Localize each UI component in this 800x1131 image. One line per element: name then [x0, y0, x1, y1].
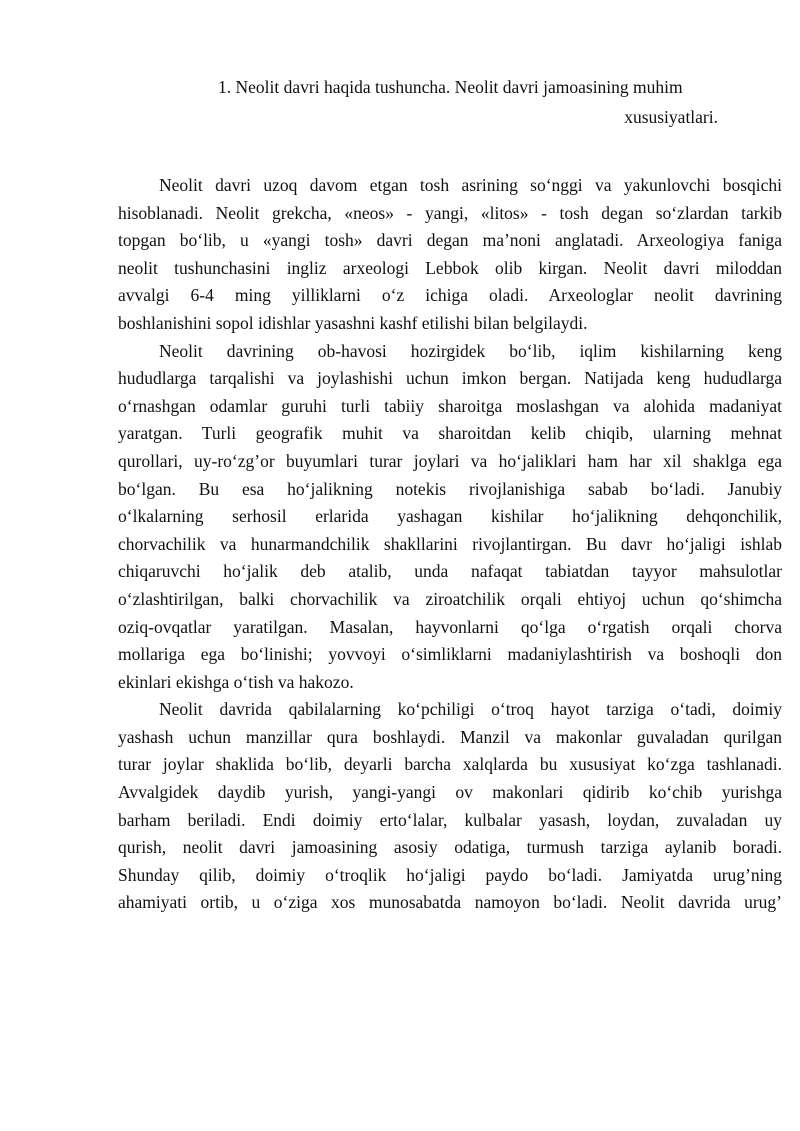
section-title	[218, 72, 718, 132]
text-line: Neolit davrida qabilalarning ko‘pchiligi o‘troq hayot tarziga o‘tadi, doimiy	[159, 699, 782, 720]
text-line: bo‘lgan. Bu esa ho‘jalikning notekis rivojlanishiga sabab bo‘ladi. Janubiy	[118, 478, 782, 499]
text-line: chorvachilik va hunarmandchilik shakllarini rivojlantirgan. Bu davr ho‘jaligi ishlab	[118, 533, 782, 554]
paragraph-1	[118, 172, 782, 338]
text-line: oziq-ovqatlar yaratilgan. Masalan, hayvonlarni qo‘lga o‘rgatish orqali chorva	[118, 616, 782, 637]
text-line: neolit tushunchasini ingliz arxeologi Lebbok olib kirgan. Neolit davri miloddan	[118, 257, 782, 278]
paragraph-3	[118, 696, 782, 917]
text-line: avvalgi 6-4 ming yilliklarni o‘z ichiga oladi. Arxeologlar neolit davrining	[118, 285, 782, 306]
document-body	[118, 172, 782, 917]
text-line: ekinlari ekishga o‘tish va hakozo.	[118, 671, 354, 692]
text-line: o‘rnashgan odamlar guruhi turli tabiiy sharoitga moslashgan va alohida madaniyat	[118, 395, 782, 416]
text-line: qurollari, uy-ro‘zg’or buyumlari turar joylari va ho‘jaliklari ham har xil shaklga ega	[118, 450, 782, 471]
text-line: chiqaruvchi ho‘jalik deb atalib, unda nafaqat tabiatdan tayyor mahsulotlar	[118, 561, 782, 582]
text-line: o‘zlashtirilgan, balki chorvachilik va ziroatchilik orqali ehtiyoj uchun qo‘shimcha	[118, 588, 782, 609]
text-line: Shunday qilib, doimiy o‘troqlik ho‘jaligi paydo bo‘ladi. Jamiyatda urug’ning	[118, 864, 782, 885]
text-line: Neolit davri uzoq davom etgan tosh asrining so‘nggi va yakunlovchi bosqichi	[159, 175, 782, 195]
text-line: barham beriladi. Endi doimiy erto‘lalar, kulbalar yasash, loydan, zuvaladan uy	[118, 809, 782, 830]
text-line: hududlarga tarqalishi va joylashishi uchun imkon bergan. Natijada keng hududlarga	[118, 368, 782, 389]
text-line: yashash uchun manzillar qura boshlaydi. Manzil va makonlar guvaladan qurilgan	[118, 726, 782, 747]
text-line: qurish, neolit davri jamoasining asosiy odatiga, turmush tarziga aylanib boradi.	[118, 837, 782, 858]
section-title-line-2: xususiyatlari.	[624, 107, 718, 127]
text-line: ahamiyati ortib, u o‘ziga xos munosabatda namoyon bo‘ladi. Neolit davrida urug’	[118, 892, 782, 913]
text-line: mollariga ega bo‘linishi; yovvoyi o‘simliklarni madaniylashtirish va boshoqli don	[118, 644, 782, 665]
text-line: turar joylar shaklida bo‘lib, deyarli barcha xalqlarda bu xususiyat ko‘zga tashlanadi.	[118, 754, 782, 775]
text-line: boshlanishini sopol idishlar yasashni kashf etilishi bilan belgilaydi.	[118, 312, 588, 333]
text-line: topgan bo‘lib, u «yangi tosh» davri degan ma’noni anglatadi. Arxeologiya faniga	[118, 230, 782, 251]
section-title-line-1: 1. Neolit davri haqida tushuncha. Neolit davri jamoasining muhim	[218, 77, 683, 97]
paragraph-2	[118, 338, 782, 697]
text-line: yaratgan. Turli geografik muhit va sharoitdan kelib chiqib, ularning mehnat	[118, 423, 782, 444]
text-line: hisoblanadi. Neolit grekcha, «neos» - yangi, «litos» - tosh degan so‘zlardan tarkib	[118, 202, 782, 223]
text-line: o‘lkalarning serhosil erlarida yashagan kishilar ho‘jalikning dehqonchilik,	[118, 506, 782, 527]
text-line: Neolit davrining ob-havosi hozirgidek bo‘lib, iqlim kishilarning keng	[159, 340, 782, 361]
text-line: Avvalgidek daydib yurish, yangi-yangi ov makonlari qidirib ko‘chib yurishga	[118, 782, 782, 803]
